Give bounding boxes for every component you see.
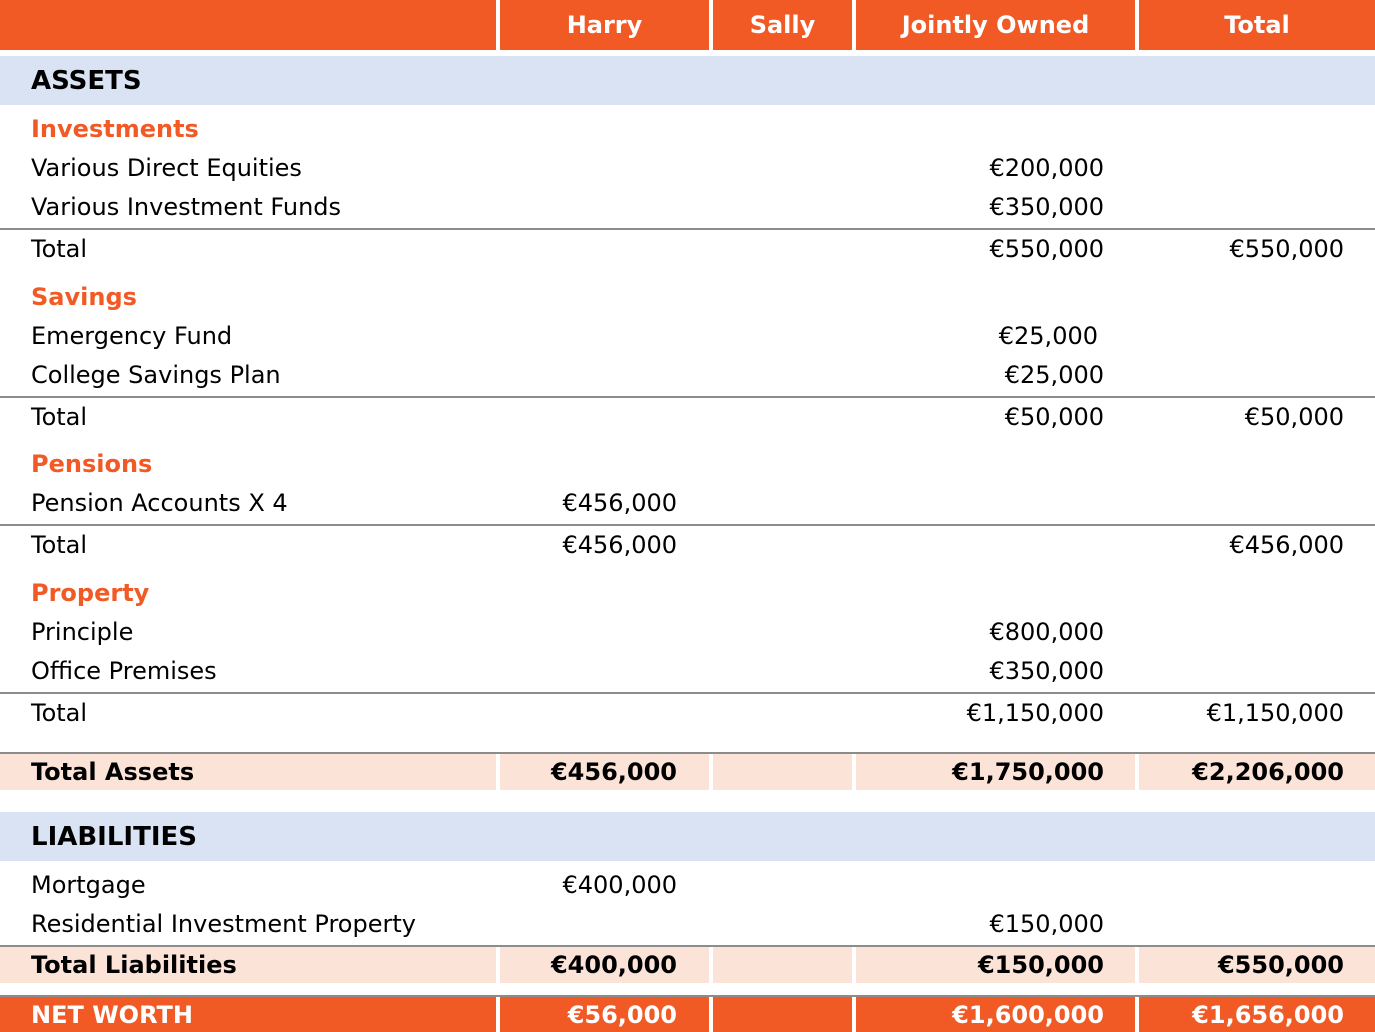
category-property <box>0 574 1375 612</box>
row-label: Mortgage <box>31 870 146 899</box>
row-total: €456,000 <box>1229 531 1344 559</box>
total-liabilities-row <box>0 945 1375 983</box>
row-label: College Savings Plan <box>31 360 281 389</box>
row-sally <box>713 398 852 436</box>
row-joint <box>856 865 1135 904</box>
row-total <box>1139 612 1375 651</box>
row-total <box>1139 483 1375 522</box>
subtotal-row-savings <box>0 396 1375 436</box>
row-total: €1,656,000 <box>1139 997 1375 1032</box>
row-total <box>1139 355 1375 394</box>
row-harry <box>500 148 709 187</box>
row-harry <box>500 694 709 732</box>
row-joint <box>856 483 1135 522</box>
row-harry <box>500 904 709 943</box>
row-sally <box>713 947 852 983</box>
category-label: Savings <box>31 283 137 311</box>
row-harry: €56,000 <box>500 997 709 1032</box>
row-sally <box>713 651 852 690</box>
row-total: €50,000 <box>1244 403 1344 431</box>
row-label: Principle <box>31 617 134 646</box>
table-header <box>0 0 1375 50</box>
category-savings <box>0 278 1375 316</box>
table-row <box>0 148 1375 187</box>
assets-title: ASSETS <box>31 65 142 96</box>
row-sally <box>713 526 852 564</box>
net-worth-row <box>0 995 1375 1032</box>
row-joint: €150,000 <box>989 909 1104 938</box>
row-harry <box>500 230 709 268</box>
row-joint <box>856 526 1135 564</box>
row-label: Total Liabilities <box>0 947 496 983</box>
row-harry <box>500 398 709 436</box>
row-label: NET WORTH <box>0 997 496 1032</box>
row-harry <box>500 316 709 355</box>
row-sally <box>713 754 852 790</box>
row-joint: €25,000 <box>1004 360 1104 389</box>
table-row <box>0 483 1375 522</box>
row-sally <box>713 904 852 943</box>
category-pensions <box>0 445 1375 483</box>
category-label: Property <box>31 579 150 607</box>
row-label: Pension Accounts X 4 <box>31 488 288 517</box>
subtotal-row-property <box>0 692 1375 732</box>
row-harry <box>500 355 709 394</box>
row-total <box>1139 865 1375 904</box>
row-harry: €456,000 <box>500 754 709 790</box>
row-total: €2,206,000 <box>1139 754 1375 790</box>
category-label: Investments <box>31 115 199 143</box>
row-label: Total <box>31 699 88 727</box>
row-label: Total <box>31 235 88 263</box>
row-joint: €200,000 <box>989 153 1104 182</box>
row-harry <box>500 612 709 651</box>
row-total <box>1139 316 1375 355</box>
row-label: Emergency Fund <box>31 321 233 350</box>
row-joint: €25,000 <box>998 321 1098 350</box>
row-joint: €350,000 <box>989 192 1104 221</box>
row-sally <box>713 483 852 522</box>
total-assets-row <box>0 752 1375 790</box>
assets-section-header <box>0 56 1375 105</box>
row-label: Total <box>31 531 88 559</box>
header-label-cell <box>0 0 496 50</box>
header-total: Total <box>1139 0 1375 50</box>
row-total: €550,000 <box>1139 947 1375 983</box>
table-row <box>0 612 1375 651</box>
row-total <box>1139 187 1375 226</box>
header-jointly-owned: Jointly Owned <box>856 0 1135 50</box>
row-joint: €800,000 <box>989 617 1104 646</box>
row-harry <box>500 651 709 690</box>
row-sally <box>713 865 852 904</box>
row-label: Total Assets <box>0 754 496 790</box>
row-joint: €150,000 <box>856 947 1135 983</box>
row-joint: €1,600,000 <box>856 997 1135 1032</box>
row-joint: €350,000 <box>989 656 1104 685</box>
row-label: Various Direct Equities <box>31 153 302 182</box>
row-joint: €1,750,000 <box>856 754 1135 790</box>
row-label: Office Premises <box>31 656 217 685</box>
category-investments <box>0 110 1375 148</box>
row-harry: €456,000 <box>562 488 677 517</box>
category-label: Pensions <box>31 450 153 478</box>
row-sally <box>713 187 852 226</box>
table-row <box>0 316 1375 355</box>
table-row <box>0 187 1375 226</box>
row-sally <box>713 355 852 394</box>
table-row <box>0 904 1375 943</box>
row-joint: €50,000 <box>1004 403 1104 431</box>
table-row <box>0 865 1375 904</box>
row-total: €1,150,000 <box>1206 699 1344 727</box>
header-harry: Harry <box>500 0 709 50</box>
header-sally: Sally <box>713 0 852 50</box>
subtotal-row-investments <box>0 228 1375 268</box>
row-total: €550,000 <box>1229 235 1344 263</box>
row-total <box>1139 148 1375 187</box>
liabilities-section-header <box>0 812 1375 861</box>
table-row <box>0 651 1375 690</box>
row-sally <box>713 997 852 1032</box>
liabilities-title: LIABILITIES <box>31 821 197 852</box>
row-sally <box>713 148 852 187</box>
row-sally <box>713 316 852 355</box>
row-total <box>1139 904 1375 943</box>
row-sally <box>713 612 852 651</box>
row-harry: €400,000 <box>562 870 677 899</box>
row-total <box>1139 651 1375 690</box>
table-row <box>0 355 1375 394</box>
row-joint: €1,150,000 <box>966 699 1104 727</box>
row-sally <box>713 694 852 732</box>
row-harry <box>500 187 709 226</box>
row-label: Total <box>31 403 88 431</box>
subtotal-row-pensions <box>0 524 1375 564</box>
row-joint: €550,000 <box>989 235 1104 263</box>
row-sally <box>713 230 852 268</box>
row-label: Various Investment Funds <box>31 192 342 221</box>
row-harry: €400,000 <box>500 947 709 983</box>
row-label: Residential Investment Property <box>31 909 416 938</box>
row-harry: €456,000 <box>562 531 677 559</box>
